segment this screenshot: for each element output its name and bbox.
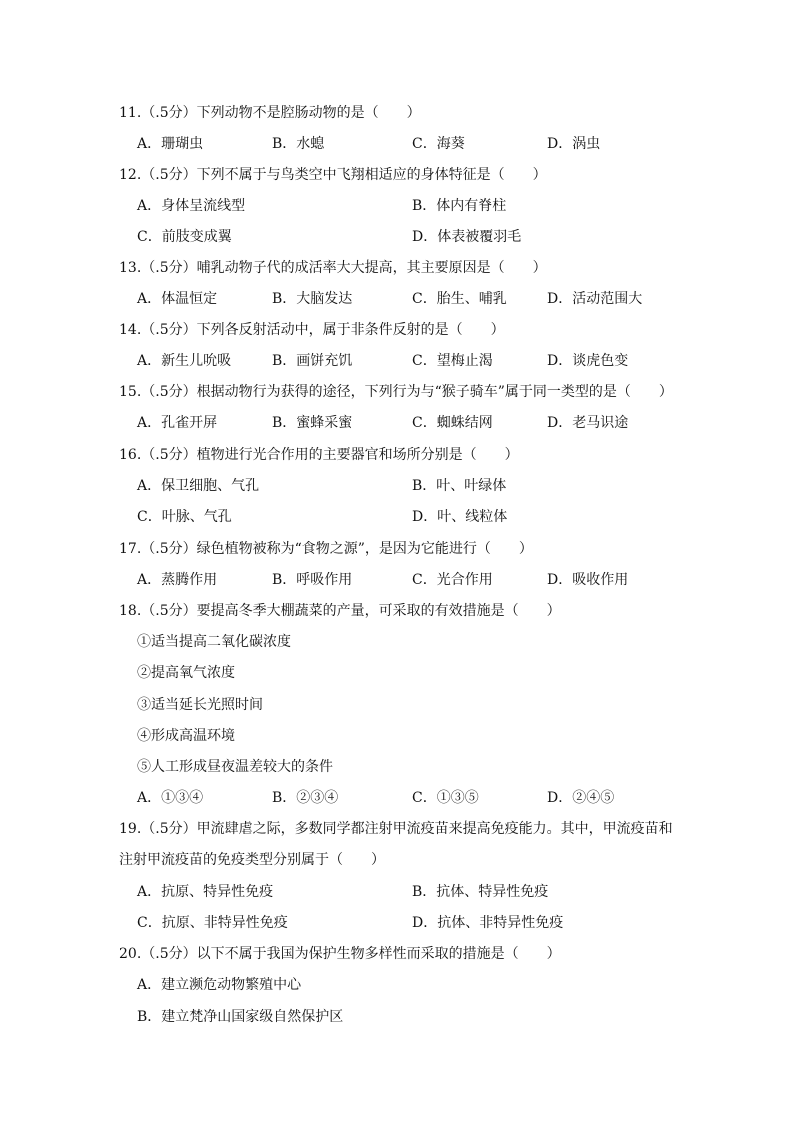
option-b: B．体内有脊柱 bbox=[412, 198, 507, 214]
option-b: B．画饼充饥 bbox=[272, 353, 353, 369]
question-19-stem: 19.（.5分）甲流肆虐之际，多数同学都注射甲流疫苗来提高免疫能力。其中，甲流疫苗和 bbox=[119, 821, 673, 837]
option-c: C．蜘蛛结网 bbox=[412, 415, 493, 431]
statement-2: ②提高氧气浓度 bbox=[137, 665, 235, 681]
option-d: D．活动范围大 bbox=[547, 291, 643, 307]
question-11-stem: 11.（.5分）下列动物不是腔肠动物的是（ ） bbox=[119, 105, 421, 121]
option-c: C．抗原、非特异性免疫 bbox=[137, 915, 288, 931]
option-c: C．望梅止渴 bbox=[412, 353, 493, 369]
option-d: D．吸收作用 bbox=[547, 572, 629, 588]
option-d: D．老马识途 bbox=[547, 415, 629, 431]
option-a: A．①③④ bbox=[137, 790, 204, 806]
option-d: D．叶、线粒体 bbox=[412, 509, 508, 525]
option-d: D．体表被覆羽毛 bbox=[412, 229, 522, 245]
question-11-options bbox=[137, 133, 737, 155]
option-a: A．新生儿吮吸 bbox=[137, 353, 232, 369]
option-a: A．珊瑚虫 bbox=[137, 136, 204, 152]
question-17-stem: 17.（.5分）绿色植物被称为“食物之源”，是因为它能进行（ ） bbox=[119, 541, 533, 557]
option-a: A．建立濒危动物繁殖中心 bbox=[137, 977, 302, 993]
option-d: D．②④⑤ bbox=[547, 790, 615, 806]
question-17-options bbox=[137, 569, 737, 591]
question-12-stem: 12.（.5分）下列不属于与鸟类空中飞翔相适应的身体特征是（ ） bbox=[119, 167, 547, 183]
question-20-stem: 20.（.5分）以下不属于我国为保护生物多样性而采取的措施是（ ） bbox=[119, 946, 561, 962]
option-b: B．建立梵净山国家级自然保护区 bbox=[137, 1009, 344, 1025]
option-b: B．蜜蜂采蜜 bbox=[272, 415, 353, 431]
question-15-options bbox=[137, 412, 737, 434]
statement-4: ④形成高温环境 bbox=[137, 728, 235, 744]
question-15-stem: 15.（.5分）根据动物行为获得的途径，下列行为与“猴子骑车”属于同一类型的是（ ） bbox=[119, 384, 673, 400]
option-c: C．①③⑤ bbox=[412, 790, 479, 806]
option-d: D．谈虎色变 bbox=[547, 353, 629, 369]
option-a: A．孔雀开屏 bbox=[137, 415, 218, 431]
statement-1: ①适当提高二氧化碳浓度 bbox=[137, 634, 291, 650]
option-a: A．抗原、特异性免疫 bbox=[137, 884, 274, 900]
option-d: D．抗体、非特异性免疫 bbox=[412, 915, 564, 931]
option-b: B．大脑发达 bbox=[272, 291, 353, 307]
option-c: C．胎生、哺乳 bbox=[412, 291, 507, 307]
question-14-stem: 14.（.5分）下列各反射活动中，属于非条件反射的是（ ） bbox=[119, 322, 505, 338]
option-d: D．涡虫 bbox=[547, 136, 601, 152]
option-c: C．前肢变成翼 bbox=[137, 229, 232, 245]
option-c: C．叶脉、气孔 bbox=[137, 509, 232, 525]
question-19-stem-continued: 注射甲流疫苗的免疫类型分别属于（ ） bbox=[119, 852, 385, 868]
option-c: C．海葵 bbox=[412, 136, 465, 152]
question-13-stem: 13.（.5分）哺乳动物子代的成活率大大提高，其主要原因是（ ） bbox=[119, 260, 547, 276]
question-16-stem: 16.（.5分）植物进行光合作用的主要器官和场所分别是（ ） bbox=[119, 447, 519, 463]
option-b: B．水螅 bbox=[272, 136, 325, 152]
option-a: A．身体呈流线型 bbox=[137, 198, 246, 214]
statement-5: ⑤人工形成昼夜温差较大的条件 bbox=[137, 759, 333, 775]
option-c: C．光合作用 bbox=[412, 572, 493, 588]
option-a: A．体温恒定 bbox=[137, 291, 218, 307]
question-14-options bbox=[137, 350, 737, 372]
option-b: B．叶、叶绿体 bbox=[412, 478, 507, 494]
question-13-options bbox=[137, 288, 737, 310]
option-b: B．抗体、特异性免疫 bbox=[412, 884, 549, 900]
statement-3: ③适当延长光照时间 bbox=[137, 697, 263, 713]
option-b: B．②③④ bbox=[272, 790, 339, 806]
option-b: B．呼吸作用 bbox=[272, 572, 353, 588]
option-a: A．保卫细胞、气孔 bbox=[137, 478, 260, 494]
question-18-options bbox=[137, 787, 737, 809]
option-a: A．蒸腾作用 bbox=[137, 572, 218, 588]
question-18-stem: 18.（.5分）要提高冬季大棚蔬菜的产量，可采取的有效措施是（ ） bbox=[119, 603, 561, 619]
